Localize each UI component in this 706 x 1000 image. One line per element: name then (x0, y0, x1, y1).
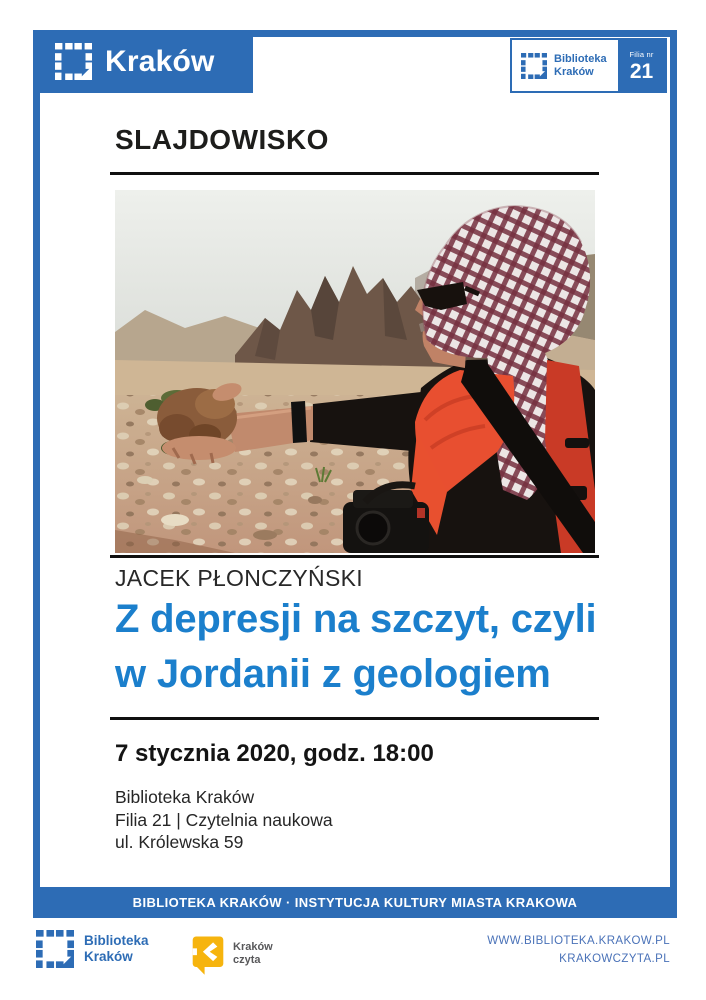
institution-footer-bar (33, 887, 677, 918)
event-photo-graphic (115, 190, 595, 553)
krakow-czyta-text: Kraków czyta (233, 941, 273, 966)
krakow-logo-icon (55, 43, 92, 80)
event-photo (115, 190, 595, 553)
speaker-name: JACEK PŁONCZYŃSKI (115, 565, 363, 591)
website-urls (487, 933, 670, 968)
venue-line-organization: Biblioteka Kraków (115, 787, 255, 807)
url-biblioteka: WWW.BIBLIOTEKA.KRAKOW.PL (487, 935, 670, 947)
branch-badge-number: 21 (629, 59, 654, 83)
event-title-line1: Z depresji na szczyt, czyli (115, 597, 597, 641)
biblioteka-logo-text: Biblioteka Kraków (554, 52, 607, 78)
biblioteka-footer-logo-text: Biblioteka Kraków (84, 933, 149, 964)
branch-badge-label: Filia nr (629, 49, 654, 59)
event-venue (115, 786, 333, 854)
divider-rule (110, 717, 599, 720)
event-datetime: 7 stycznia 2020, godz. 18:00 (115, 740, 434, 767)
biblioteka-footer-logo (36, 930, 149, 968)
venue-line-street: ul. Królewska 59 (115, 832, 244, 852)
url-krakowczyta: KRAKOWCZYTA.PL (559, 952, 670, 965)
krakow-czyta-logo (191, 936, 273, 976)
venue-line-branch: Filia 21 | Czytelnia naukowa (115, 809, 333, 830)
divider-rule (110, 172, 599, 175)
krakow-logo-bar (33, 30, 253, 93)
institution-footer-text: BIBLIOTEKA KRAKÓW · INSTYTUCJA KULTURY MIASTA KRAKOWA (132, 895, 578, 910)
biblioteka-logo-icon (36, 930, 74, 968)
event-category: SLAJDOWISKO (115, 124, 329, 155)
biblioteka-logo-icon (521, 53, 547, 79)
branch-badge (618, 40, 665, 91)
krakow-logo-text: Kraków (105, 44, 215, 78)
krakow-czyta-icon (191, 936, 225, 976)
divider-rule (110, 555, 599, 558)
library-logo-box (510, 38, 667, 93)
event-title-line2: w Jordanii z geologiem (115, 652, 551, 696)
event-title (115, 592, 596, 702)
